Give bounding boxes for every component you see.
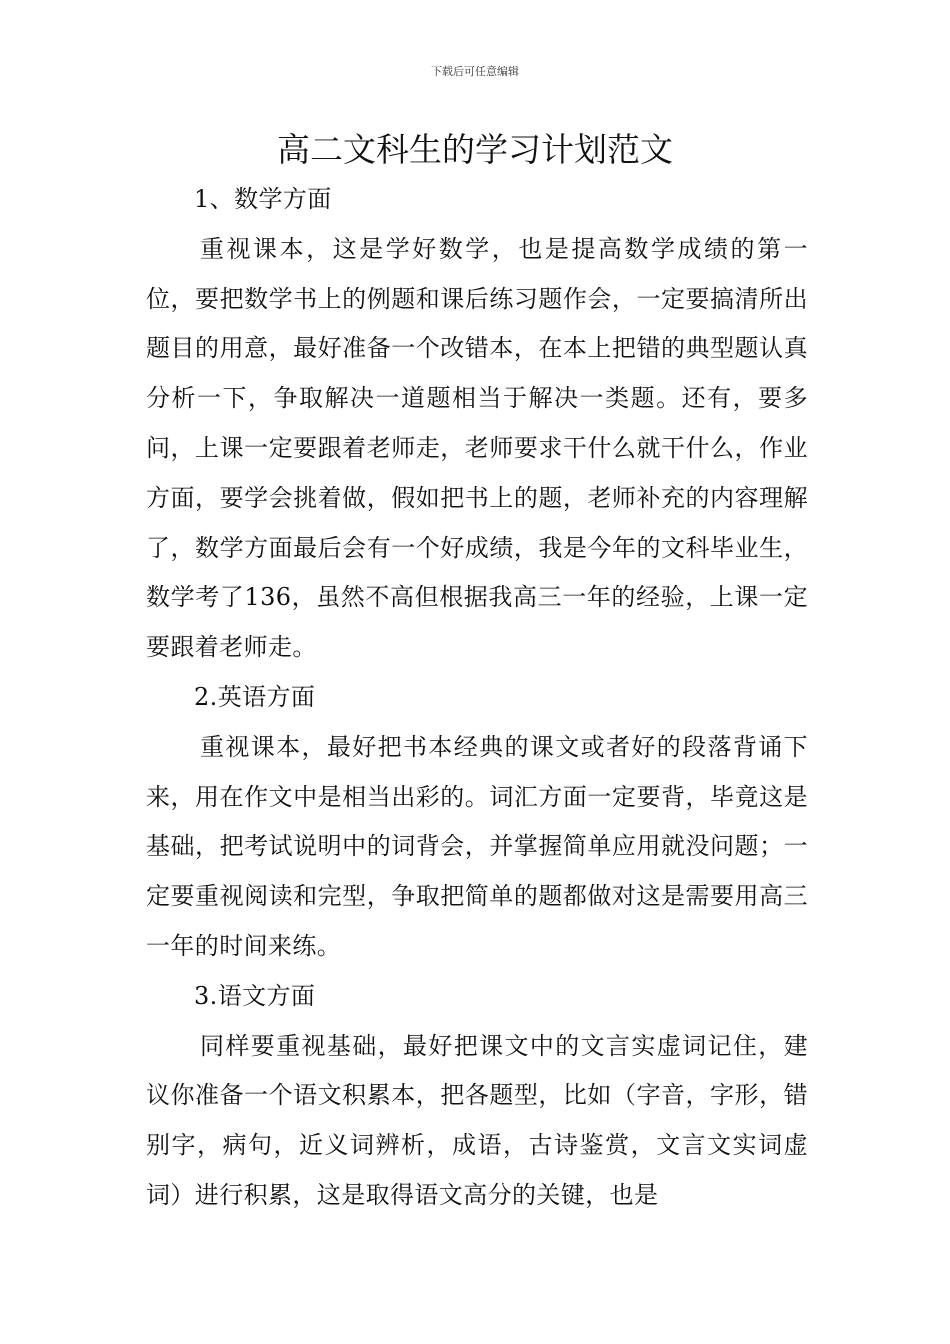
paragraph-math: 重视课本，这是学好数学，也是提高数学成绩的第一位，要把数学书上的例题和课后练习题作会，一定要搞清所出题目的用意，最好准备一个改错本，在本上把错的典型题认真分析一下，争取解决一道题相当于解决一类题。还有，要多问，上课一定要跟着老师走，老师要求干什么就干什么，作业方面，要学会挑着做，假如把书上的题，老师补充的内容理解了，数学方面最后会有一个好成绩，我是今年的文科毕业生，数学考了136，虽然不高但根据我高三一年的经验，上课一定要跟着老师走。 <box>146 234 808 662</box>
section-heading-english: 2.英语方面 <box>194 682 316 711</box>
paragraph-english: 重视课本，最好把书本经典的课文或者好的段落背诵下来，用在作文中是相当出彩的。词汇方面一定要背，毕竟这是基础，把考试说明中的词背会，并掌握简单应用就没问题；一定要重视阅读和完型，争取把简单的题都做对这是需要用高三一年的时间来练。 <box>146 732 808 960</box>
document-title: 高二文科生的学习计划范文 <box>277 130 673 169</box>
section-heading-chinese: 3.语文方面 <box>194 981 316 1010</box>
document-body <box>146 175 808 1221</box>
page-header-note: 下载后可任意编辑 <box>431 65 519 78</box>
section-heading-math: 1、数学方面 <box>194 185 332 213</box>
paragraph-chinese: 同样要重视基础，最好把课文中的文言实虚词记住，建议你准备一个语文积累本，把各题型，比如（字音，字形，错别字，病句，近义词辨析，成语，古诗鉴赏，文言文实词虚词）进行积累，这是取得语文高分的关键，也是 <box>146 1031 808 1209</box>
